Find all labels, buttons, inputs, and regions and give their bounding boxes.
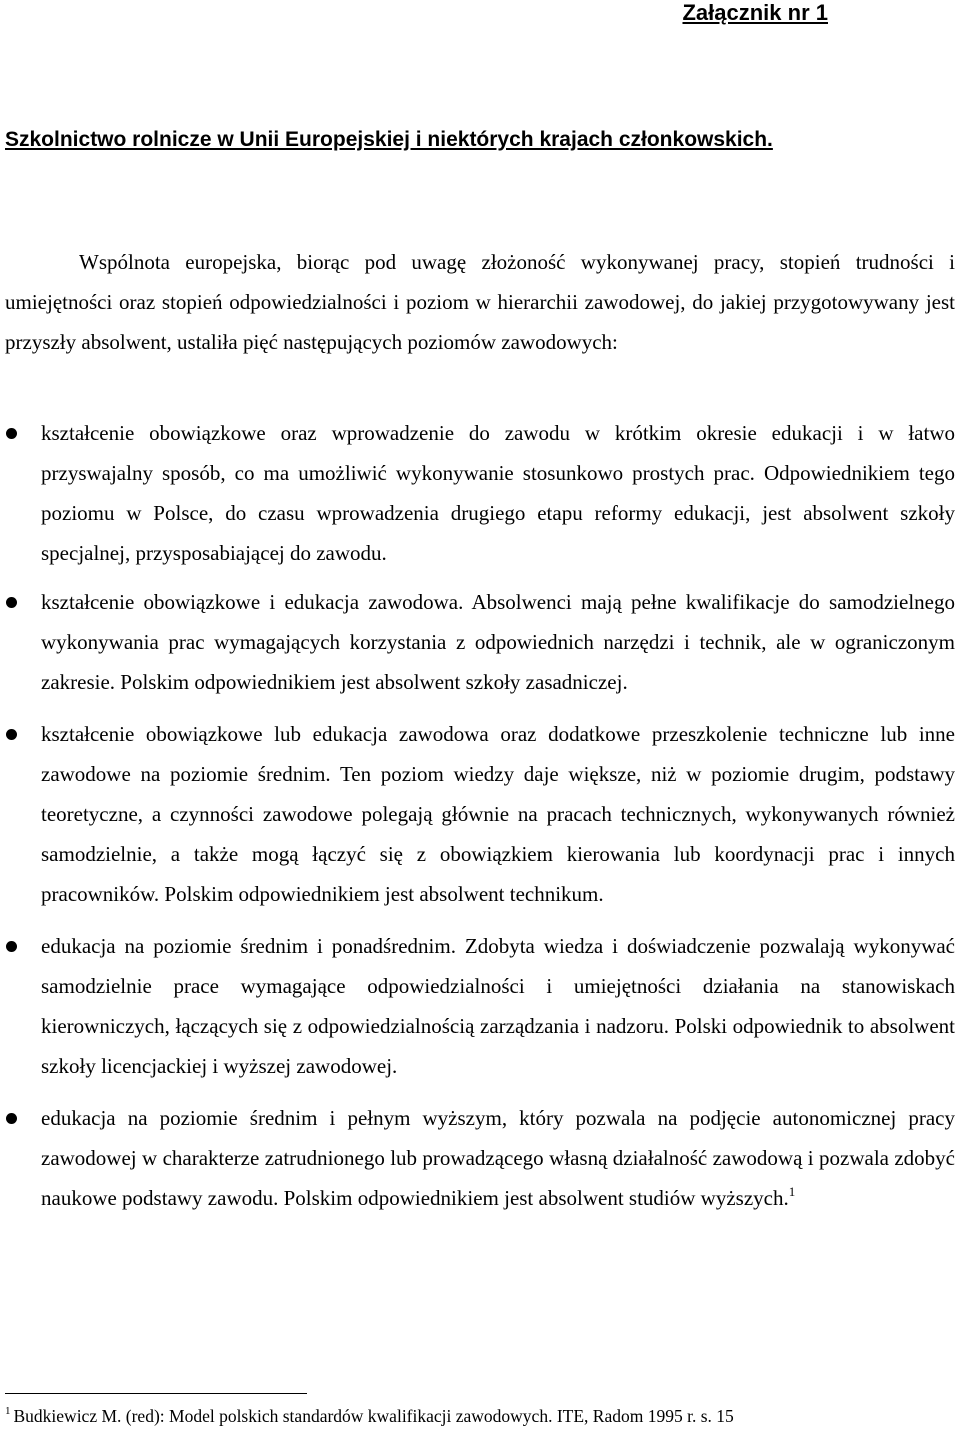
bullet-icon <box>6 941 17 952</box>
footnote-number: 1 <box>5 1405 11 1417</box>
footnote-divider <box>5 1393 307 1394</box>
footnote-text: Budkiewicz M. (red): Model polskich standardów kwalifikacji zawodowych. ITE, Radom 1995 r. s. 15 <box>13 1406 734 1426</box>
levels-list <box>0 413 955 1218</box>
footnote <box>5 1405 734 1427</box>
list-item-text: kształcenie obowiązkowe oraz wprowadzenie do zawodu w krótkim okresie edukacji i w łatwo przyswajalny sposób, co ma umożliwić wykonywanie stosunkowo prostych prac. Odpowiednikiem tego poziomu w Polsce, do czasu wprowadzenia drugiego etapu reformy edukacji, jest absolwent szkoły specjalnej, przysposabiającej do zawodu. <box>41 421 955 565</box>
list-item <box>0 582 955 702</box>
list-item-text: edukacja na poziomie średnim i ponadśrednim. Zdobyta wiedza i doświadczenie pozwalają wykonywać samodzielnie prace wymagające odpowiedzialności i umiejętności działania na stanowiskach kierowniczych, łączących się z odpowiedzialnością zarządzania i nadzoru. Polski odpowiednik to absolwent szkoły licencjackiej i wyższej zawodowej. <box>41 934 955 1078</box>
bullet-icon <box>6 729 17 740</box>
intro-paragraph: Wspólnota europejska, biorąc pod uwagę złożoność wykonywanej pracy, stopień trudności i umiejętności oraz stopień odpowiedzialności i poziom w hierarchii zawodowej, do jakiej przygotowywany jest przyszły absolwent, ustaliła pięć następujących poziomów zawodowych: <box>5 250 955 354</box>
list-item <box>0 1098 955 1218</box>
list-item-text: kształcenie obowiązkowe lub edukacja zawodowa oraz dodatkowe przeszkolenie techniczne lub inne zawodowe na poziomie średnim. Ten poziom wiedzy daje większe, niż w poziomie drugim, podstawy teoretyczne, a czynności zawodowe polegają głównie na pracach technicznych, wykonywanych również samodzielnie, a także mogą łączyć się z obowiązkiem kierowania lub koordynacji prac i innych pracowników. Polskim odpowiednikiem jest absolwent technikum. <box>41 722 955 906</box>
list-item-text: edukacja na poziomie średnim i pełnym wyższym, który pozwala na podjęcie autonomicznej pracy zawodowej w charakterze zatrudnionego lub prowadzącego własną działalność zawodową i pozwala zdobyć naukowe podstawy zawodu. Polskim odpowiednikiem jest absolwent studiów wyższych. <box>41 1106 955 1210</box>
bullet-icon <box>6 1113 17 1124</box>
bullet-icon <box>6 597 17 608</box>
list-item-text: kształcenie obowiązkowe i edukacja zawodowa. Absolwenci mają pełne kwalifikacje do samodzielnego wykonywania prac wymagających korzystania z odpowiednich narzędzi i technik, ale w ograniczonym zakresie. Polskim odpowiednikiem jest absolwent szkoły zasadniczej. <box>41 590 955 694</box>
list-item <box>0 926 955 1086</box>
list-item <box>0 714 955 914</box>
list-item <box>0 413 955 573</box>
document-title: Szkolnictwo rolnicze w Unii Europejskiej i niektórych krajach członkowskich. <box>5 128 773 151</box>
annex-label: Załącznik nr 1 <box>682 0 828 25</box>
footnote-reference: 1 <box>788 1184 796 1199</box>
bullet-icon <box>6 428 17 439</box>
